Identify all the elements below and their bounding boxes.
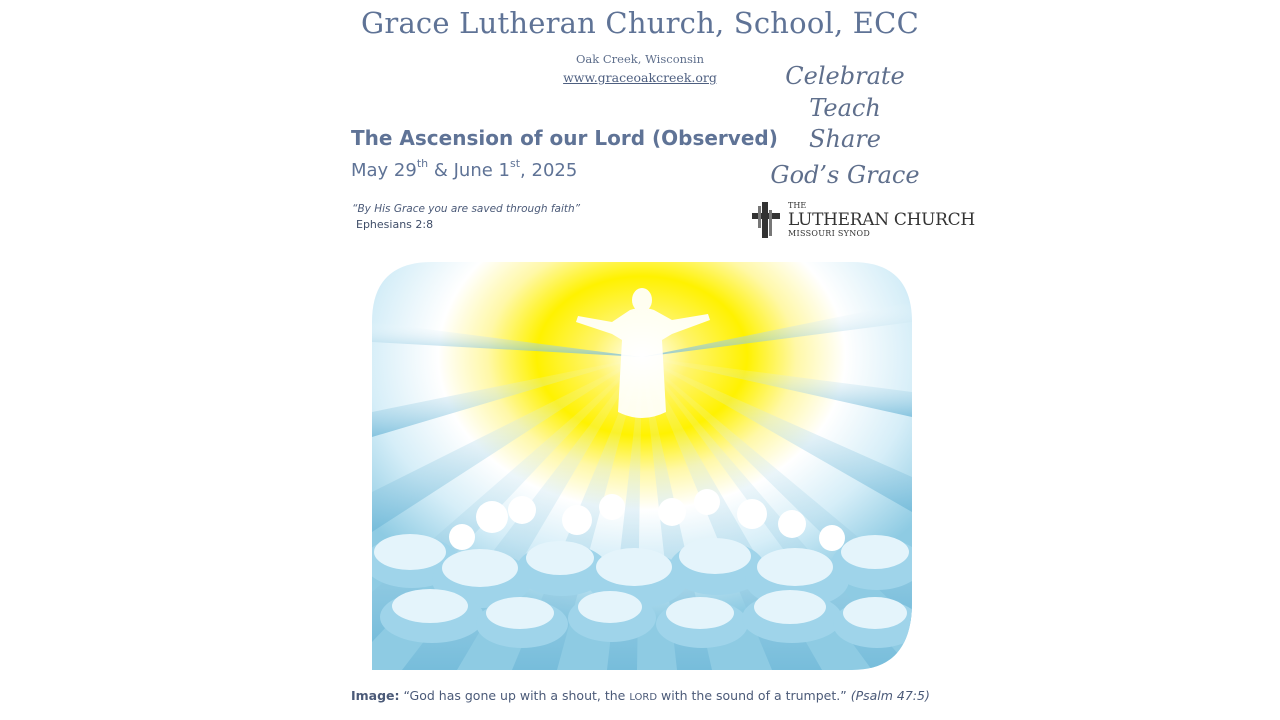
logo-line-synod: MISSOURI SYNOD — [788, 229, 871, 238]
cross-icon — [750, 200, 782, 240]
motto-teach: Teach — [809, 94, 881, 122]
logo-line-the: THE — [788, 201, 807, 210]
verse-reference: Ephesians 2:8 — [356, 218, 434, 231]
lcms-logo — [750, 198, 975, 242]
service-date: May 29th & June 1st, 2025 — [351, 157, 578, 181]
website-link[interactable]: www.graceoakcreek.org — [563, 70, 717, 85]
logo-line-name: LUTHERAN CHURCH — [788, 210, 975, 230]
church-name: Grace Lutheran Church, School, ECC — [361, 6, 919, 40]
ascension-illustration — [372, 262, 912, 670]
service-title: The Ascension of our Lord (Observed) — [351, 126, 778, 150]
church-location: Oak Creek, Wisconsin — [575, 52, 705, 66]
motto-gods-grace: God’s Grace — [770, 161, 920, 189]
image-caption: Image: “God has gone up with a shout, the LORD with the sound of a trumpet.” (Psalm 47:5) — [351, 688, 930, 703]
motto-share: Share — [809, 125, 881, 153]
verse-quote: “By His Grace you are saved through faith” — [352, 203, 581, 215]
motto-celebrate: Celebrate — [785, 62, 905, 90]
